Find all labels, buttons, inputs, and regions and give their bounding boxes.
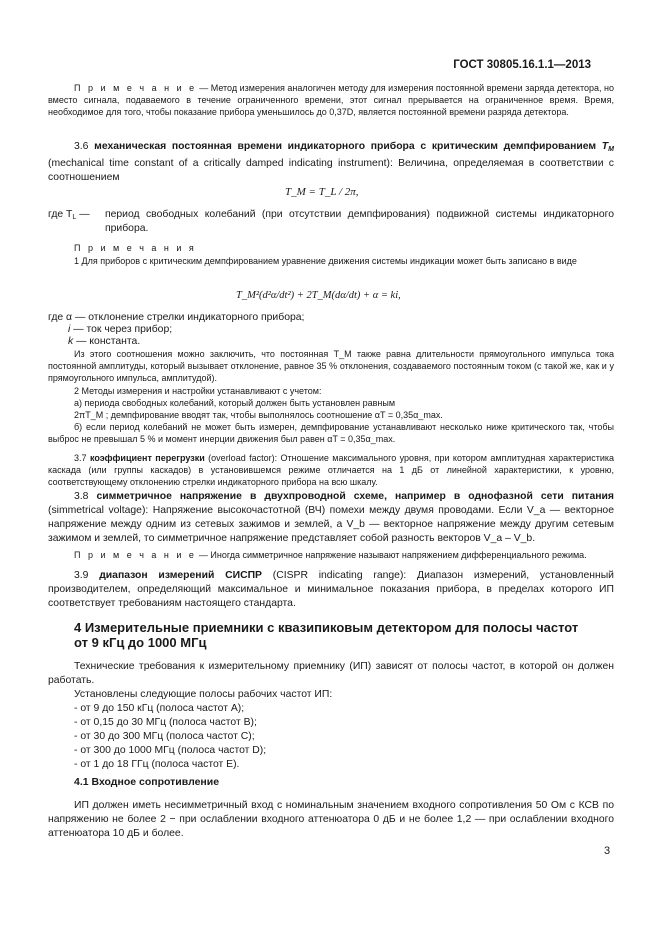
band-item: - от 0,15 до 30 МГц (полоса частот В); <box>74 717 257 728</box>
note-item-2a-cont: 2πT_M ; демпфирование вводят так, чтобы выполнялось соотношение αT = 0,35α_max. <box>74 410 443 420</box>
formula-motion-equation: T_M²(d²α/dt²) + 2T_M(dα/dt) + α = ki, <box>236 290 401 301</box>
definition-text: — константа. <box>76 336 141 347</box>
notes-label: П р и м е ч а н и я <box>74 243 197 253</box>
band-item: - от 1 до 18 ГГц (полоса частот Е). <box>74 759 240 770</box>
bands-list <box>48 702 614 772</box>
clause-number: 3.6 <box>74 141 95 152</box>
notes-conclusion: Из этого соотношения можно заключить, что постоянная T_M также равна длительности прямоугольного импульса тока постоянной амплитуды, который вызывает отклонение, равное 35 % отклонения, создаваемого постоянным током (с такой же, как и у прямоугольного импульса, амплитудой). <box>48 349 614 384</box>
page-number: 3 <box>604 845 611 857</box>
band-item: - от 300 до 1000 МГц (полоса частот D); <box>74 745 267 756</box>
definition-symbol: i <box>68 324 71 335</box>
note-item-2: 2 Методы измерения и настройки устанавливают с учетом: <box>74 386 322 396</box>
where-text: период свободных колебаний (при отсутствии демпфирования) подвижной системы индикаторного прибора. <box>105 209 614 234</box>
note-item-2b: б) если период колебаний не может быть измерен, демпфирование устанавливают несколько ниже критического так, чтобы выброс не превышал 5 % и момент инерции движения был равен αT = 0,35α_max. <box>48 422 614 445</box>
clause-3-8 <box>48 490 614 546</box>
notes-label-row <box>48 242 614 254</box>
section-4-para-2: Установлены следующие полосы рабочих частот ИП: <box>74 689 333 700</box>
note-paragraph <box>48 82 614 119</box>
clause-number: 3.8 <box>74 491 97 502</box>
note-item-2a: а) периода свободных колебаний, который должен быть установлен равным <box>74 398 396 408</box>
band-item: - от 30 до 300 МГц (полоса частот С); <box>74 731 255 742</box>
note-item-1: 1 Для приборов с критическим демпфированием уравнение движения системы индикации может быть записано в виде <box>74 256 577 266</box>
clause-3-6 <box>48 140 614 185</box>
clause-number: 3.9 <box>74 570 100 581</box>
section-4-1-para: ИП должен иметь несимметричный вход с номинальным значением входного сопротивления 50 Ом с КСВ по напряжению не более 2 − при ослаблении входного аттенюатора 0 дБ и не более 1,2 — при ослаблении входного аттенюатора 10 дБ и более. <box>48 800 614 839</box>
clause-definition: (overload factor): Отношение максимального уровня, при котором амплитудная характеристика каскада (или группы каскадов) в установившемся режиме отличается на 1 дБ от линейной характеристики, к уровню, соответствующему отклонению стрелки индикаторного прибора на всю шкалу. <box>48 453 614 488</box>
note-paragraph-2 <box>48 549 614 561</box>
term-symbol: T <box>601 141 609 152</box>
section-4-para-1: Технические требования к измерительному приемнику (ИП) зависят от полосы частот, в которой он должен работать. <box>48 661 614 686</box>
clause-term: диапазон измерений СИСПР <box>99 570 262 581</box>
definition-k <box>68 335 140 349</box>
where-symbol: где T <box>48 209 73 220</box>
term-symbol-subscript: M <box>608 146 614 153</box>
clause-3-7 <box>48 452 614 489</box>
note-label: П р и м е ч а н и е <box>74 550 197 560</box>
where-symbol-subscript: L <box>72 214 77 221</box>
clause-definition: (simmetrical voltage): Напряжение высокочастотной (ВЧ) помехи между двумя проводами. Если V_a — векторное напряжение между одним из сетевых зажимов и землей, а V_b — векторное напряжение между другим сетевым зажимом и землей, то симметричное напряжение представляет собой разность векторов V_a – V_b. <box>48 505 614 544</box>
note-text: — Иногда симметричное напряжение называют напряжением дифференциального режима. <box>196 550 587 560</box>
section-4-heading: 4 Измерительные приемники с квазипиковым детектором для полосы частот от 9 кГц до 1000 МГц <box>74 620 579 650</box>
formula-tm: T_M = T_L / 2π, <box>285 186 359 198</box>
standard-code: ГОСТ 30805.16.1.1—2013 <box>453 59 591 71</box>
definition-text: — отклонение стрелки индикаторного прибора; <box>74 312 305 323</box>
definition-text: — ток через прибор; <box>73 324 173 335</box>
clause-term: симметричное напряжение в двухпроводной схеме, например в однофазной сети питания <box>96 491 614 502</box>
clause-3-9 <box>48 569 614 611</box>
clause-definition: (mechanical time constant of a critically damped indicating instrument): Величина, определяемая в соответствии с соотношением <box>48 158 614 183</box>
definition-symbol: где α <box>48 312 73 323</box>
definition-symbol: k <box>68 336 74 347</box>
band-item: - от 9 до 150 кГц (полоса частот А); <box>74 703 245 714</box>
subsection-4-1-heading: 4.1 Входное сопротивление <box>74 776 220 788</box>
clause-term: механическая постоянная времени индикаторного прибора с критическим демпфированием <box>94 141 602 152</box>
where-dash: — <box>76 209 90 220</box>
note-label: П р и м е ч а н и е <box>74 83 197 93</box>
clause-number: 3.7 <box>74 453 90 463</box>
clause-term: коэффициент перегрузки <box>89 453 205 463</box>
note-text: — Метод измерения аналогичен методу для измерения постоянной времени заряда детектора, но вместо сигнала, подаваемого в течение ограниченного времени, этот сигнал прерывается на ограниченное время. Время, необходимое для того, чтобы показание прибора уменьшилось до 0,37D, является постоянной времени разряда детектора. <box>48 83 614 118</box>
clause-definition: (CISPR indicating range): Диапазон измерений, установленный производителем, определяющий максимальное и минимальное показания прибора, в пределах которого ИП соответствует требованиям настоящего стандарта. <box>48 570 614 609</box>
